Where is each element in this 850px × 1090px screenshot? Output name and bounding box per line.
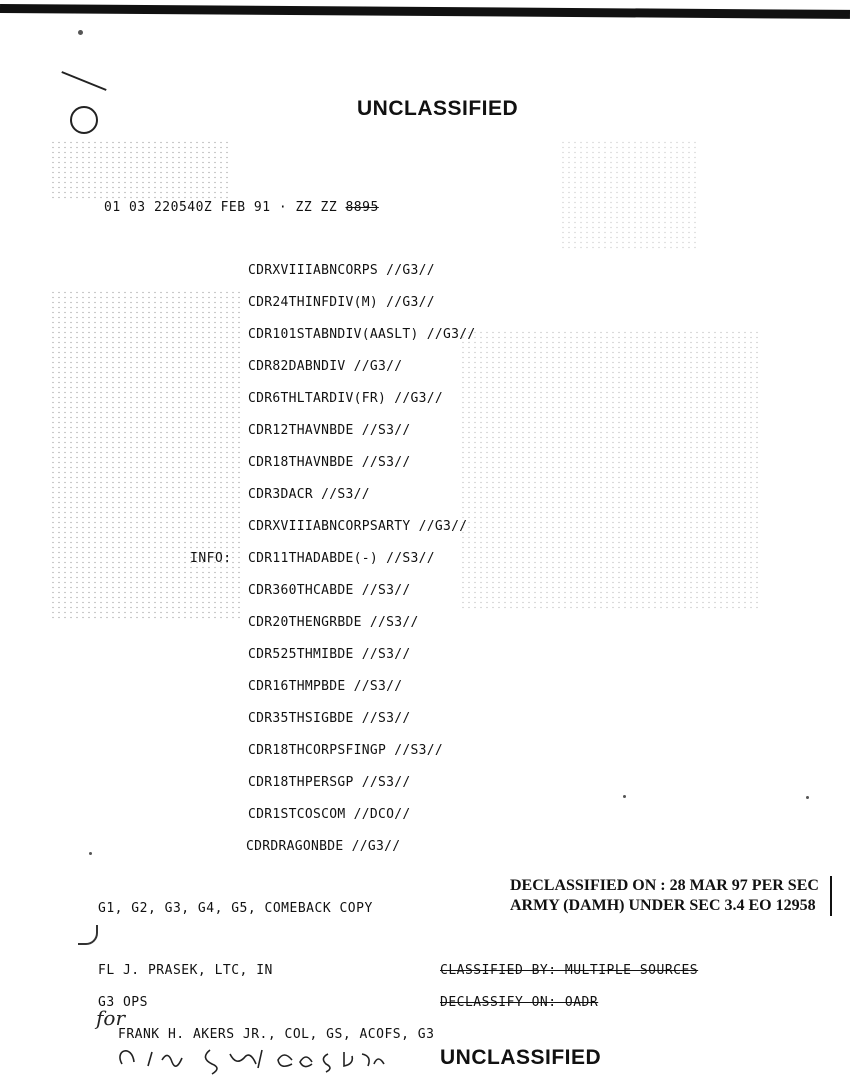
handwritten-signature (112, 1040, 412, 1076)
scan-noise (50, 290, 240, 620)
classification-bottom: UNCLASSIFIED (440, 1046, 602, 1069)
addressee-line: CDRXVIIIABNCORPSARTY //G3// (248, 519, 468, 534)
info-label: INFO: (190, 551, 232, 566)
distribution-line: G1, G2, G3, G4, G5, COMEBACK COPY (98, 901, 373, 916)
addressee-line: CDR3DACR //S3// (248, 487, 370, 502)
declassified-stamp: DECLASSIFIED ON : 28 MAR 97 PER SEC ARMY (DAMH) UNDER SEC 3.4 EO 12958 (510, 876, 832, 916)
scan-speck (78, 30, 83, 35)
addressee-line: CDR12THAVNBDE //S3// (248, 423, 411, 438)
scan-speck (806, 796, 809, 799)
message-header-line (104, 200, 379, 215)
info-addressee-line: CDR16THMPBDE //S3// (248, 679, 403, 694)
info-addressee-line: CDR20THENGRBDE //S3// (248, 615, 419, 630)
declassify-on-line: DECLASSIFY ON: OADR (440, 995, 599, 1010)
addressee-line: CDR18THAVNBDE //S3// (248, 455, 411, 470)
scan-noise (50, 140, 230, 200)
classification-top: UNCLASSIFIED (357, 97, 519, 120)
pen-stroke (61, 71, 106, 91)
message-dtg: 01 03 220540Z FEB 91 · ZZ ZZ (104, 200, 338, 215)
scan-speck (623, 795, 626, 798)
top-scan-edge (0, 4, 850, 19)
info-addressee-line: CDR18THCORPSFINGP //S3// (248, 743, 444, 758)
addressee-line: CDR82DABNDIV //G3// (248, 359, 403, 374)
info-addressee-line: CDR525THMIBDE //S3// (248, 647, 411, 662)
releaser-line: FRANK H. AKERS JR., COL, GS, ACOFS, G3 (118, 1027, 435, 1042)
info-addressee-line: CDR35THSIGBDE //S3// (248, 711, 411, 726)
info-addressee-line: CDR1STCOSCOM //DCO// (248, 807, 411, 822)
scan-speck (89, 852, 92, 855)
scan-noise (560, 140, 700, 250)
punch-hole-mark (70, 106, 98, 134)
info-addressee-line: CDR360THCABDE //S3// (248, 583, 411, 598)
message-struck-number: 8895 (345, 200, 379, 215)
addressee-line: CDR101STABNDIV(AASLT) //G3// (248, 327, 476, 342)
addressee-line: CDR24THINFDIV(M) //G3// (248, 295, 435, 310)
addressee-line: CDR6THLTARDIV(FR) //G3// (248, 391, 444, 406)
classified-by-line: CLASSIFIED BY: MULTIPLE SOURCES (440, 963, 699, 978)
info-addressee-line: CDRDRAGONBDE //G3// (246, 839, 401, 854)
info-addressee-line: CDR11THADABDE(-) //S3// (248, 551, 435, 566)
handwritten-for: for (96, 1006, 126, 1030)
info-addressee-line: CDR18THPERSGP //S3// (248, 775, 411, 790)
drafter-line: FL J. PRASEK, LTC, IN (98, 963, 273, 978)
pen-curve (78, 925, 98, 945)
addressee-line: CDRXVIIIABNCORPS //G3// (248, 263, 435, 278)
office-line: G3 OPS (98, 995, 148, 1010)
scan-noise (460, 330, 760, 610)
